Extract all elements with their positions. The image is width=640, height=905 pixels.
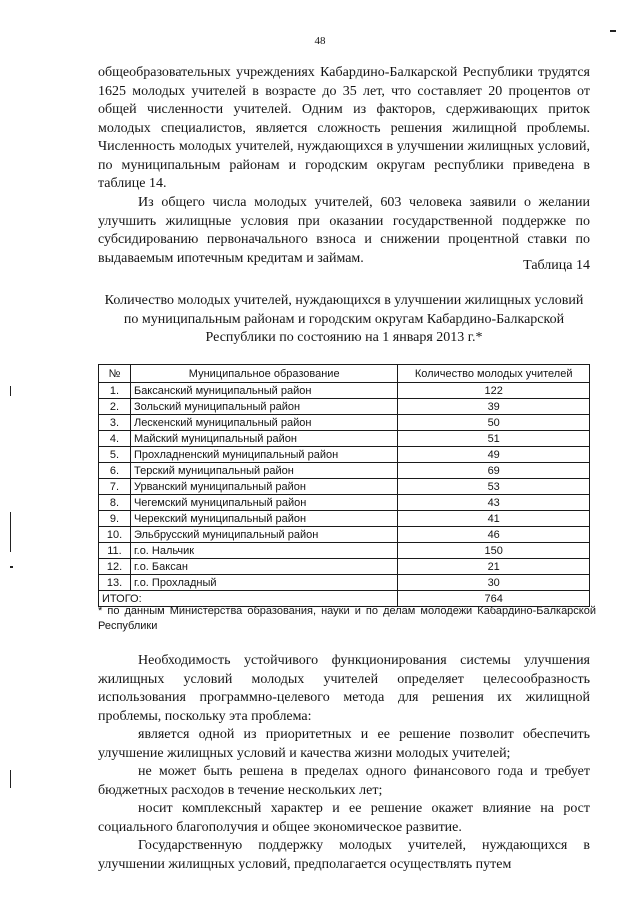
table-footnote: * по данным Министерства образования, науки и по делам молодежи Кабардино-Балкарской Республики xyxy=(98,605,596,632)
paragraph-priority: является одной из приоритетных и ее решение позволит обеспечить улучшение жилищных условий и качества жизни молодых учителей; xyxy=(98,727,590,761)
row-number: 8. xyxy=(99,495,131,511)
table-row xyxy=(99,527,590,543)
table-row xyxy=(99,447,590,463)
row-municipality: Терский муниципальный район xyxy=(130,463,397,479)
row-municipality: Урванский муниципальный район xyxy=(130,479,397,495)
paragraph-necessity: Необходимость устойчивого функционирования системы улучшения жилищных условий молодых учителей определяет целесообразность использования программно-целевого метода для решения их жилищной проблемы, поскольку эта проблема: xyxy=(98,653,590,724)
row-municipality: Прохладненский муниципальный район xyxy=(130,447,397,463)
row-count: 49 xyxy=(398,447,590,463)
row-count: 43 xyxy=(398,495,590,511)
row-number: 2. xyxy=(99,399,131,415)
row-municipality: Лескенский муниципальный район xyxy=(130,415,397,431)
row-count: 150 xyxy=(398,543,590,559)
row-number: 1. xyxy=(99,383,131,399)
paragraph-complex: носит комплексный характер и ее решение окажет влияние на рост социального благополучия и общее экономическое развитие. xyxy=(98,801,590,835)
row-number: 5. xyxy=(99,447,131,463)
row-number: 9. xyxy=(99,511,131,527)
row-count: 30 xyxy=(398,575,590,591)
scan-artifact xyxy=(10,770,11,788)
table-row xyxy=(99,479,590,495)
table-row xyxy=(99,543,590,559)
row-count: 53 xyxy=(398,479,590,495)
page-number: 48 xyxy=(314,35,326,47)
scan-artifact xyxy=(10,386,11,396)
table-row xyxy=(99,431,590,447)
table-row xyxy=(99,495,590,511)
row-number: 12. xyxy=(99,559,131,575)
row-count: 69 xyxy=(398,463,590,479)
table-row xyxy=(99,383,590,399)
row-count: 39 xyxy=(398,399,590,415)
row-number: 7. xyxy=(99,479,131,495)
row-number: 11. xyxy=(99,543,131,559)
row-municipality: Эльбрусский муниципальный район xyxy=(130,527,397,543)
row-count: 50 xyxy=(398,415,590,431)
row-count: 46 xyxy=(398,527,590,543)
total-label: ИТОГО: xyxy=(99,591,398,607)
row-count: 41 xyxy=(398,511,590,527)
teachers-table xyxy=(98,364,590,607)
table-header-row xyxy=(99,365,590,383)
total-count: 764 xyxy=(398,591,590,607)
row-municipality: Баксанский муниципальный район xyxy=(130,383,397,399)
row-municipality: г.о. Нальчик xyxy=(130,543,397,559)
paragraph-support: Государственную поддержку молодых учителей, нуждающихся в улучшении жилищных условий, предполагается осуществлять путем xyxy=(98,838,590,872)
scan-artifact xyxy=(10,566,13,568)
table-row xyxy=(99,575,590,591)
table-row xyxy=(99,399,590,415)
table-row xyxy=(99,463,590,479)
row-municipality: Зольский муниципальный район xyxy=(130,399,397,415)
row-municipality: Черекский муниципальный район xyxy=(130,511,397,527)
row-municipality: Чегемский муниципальный район xyxy=(130,495,397,511)
row-number: 3. xyxy=(99,415,131,431)
scan-artifact xyxy=(10,512,11,552)
header-count: Количество молодых учителей xyxy=(398,365,590,383)
paragraph-intro-1: общеобразовательных учреждениях Кабардино-Балкарской Республики трудятся 1625 молодых учителей в возрасте до 35 лет, что составляет 20 процентов от общей численности учителей. Одним из факторов, сдерживающих приток молодых специалистов, является сложность решения жилищной проблемы. Численность молодых учителей, нуждающихся в улучшении жилищных условий, по муниципальным районам и городским округам республики приведена в таблице 14. xyxy=(98,65,590,191)
paragraph-intro-2: Из общего числа молодых учителей, 603 человека заявили о желании улучшить жилищные условия при оказании государственной поддержке по субсидированию первоначального взноса и снижении процентной ставки по выдаваемым ипотечным кредитам и займам. xyxy=(98,195,590,266)
table-row xyxy=(99,415,590,431)
row-number: 6. xyxy=(99,463,131,479)
paragraph-budget: не может быть решена в пределах одного финансового года и требует бюджетных расходов в течение нескольких лет; xyxy=(98,764,590,798)
header-number: № xyxy=(99,365,131,383)
table-row xyxy=(99,511,590,527)
scan-artifact xyxy=(610,30,616,32)
row-count: 21 xyxy=(398,559,590,575)
table-reference: Таблица 14 xyxy=(523,258,590,273)
row-count: 51 xyxy=(398,431,590,447)
row-number: 10. xyxy=(99,527,131,543)
table-row xyxy=(99,559,590,575)
header-municipality: Муниципальное образование xyxy=(130,365,397,383)
row-number: 4. xyxy=(99,431,131,447)
row-municipality: г.о. Прохладный xyxy=(130,575,397,591)
row-count: 122 xyxy=(398,383,590,399)
row-number: 13. xyxy=(99,575,131,591)
row-municipality: Майский муниципальный район xyxy=(130,431,397,447)
table-title: Количество молодых учителей, нуждающихся в улучшении жилищных условий по муниципальным районам и городским округам Кабардино-Балкарской Республики по состоянию на 1 января 2013 г.* xyxy=(104,293,584,345)
row-municipality: г.о. Баксан xyxy=(130,559,397,575)
